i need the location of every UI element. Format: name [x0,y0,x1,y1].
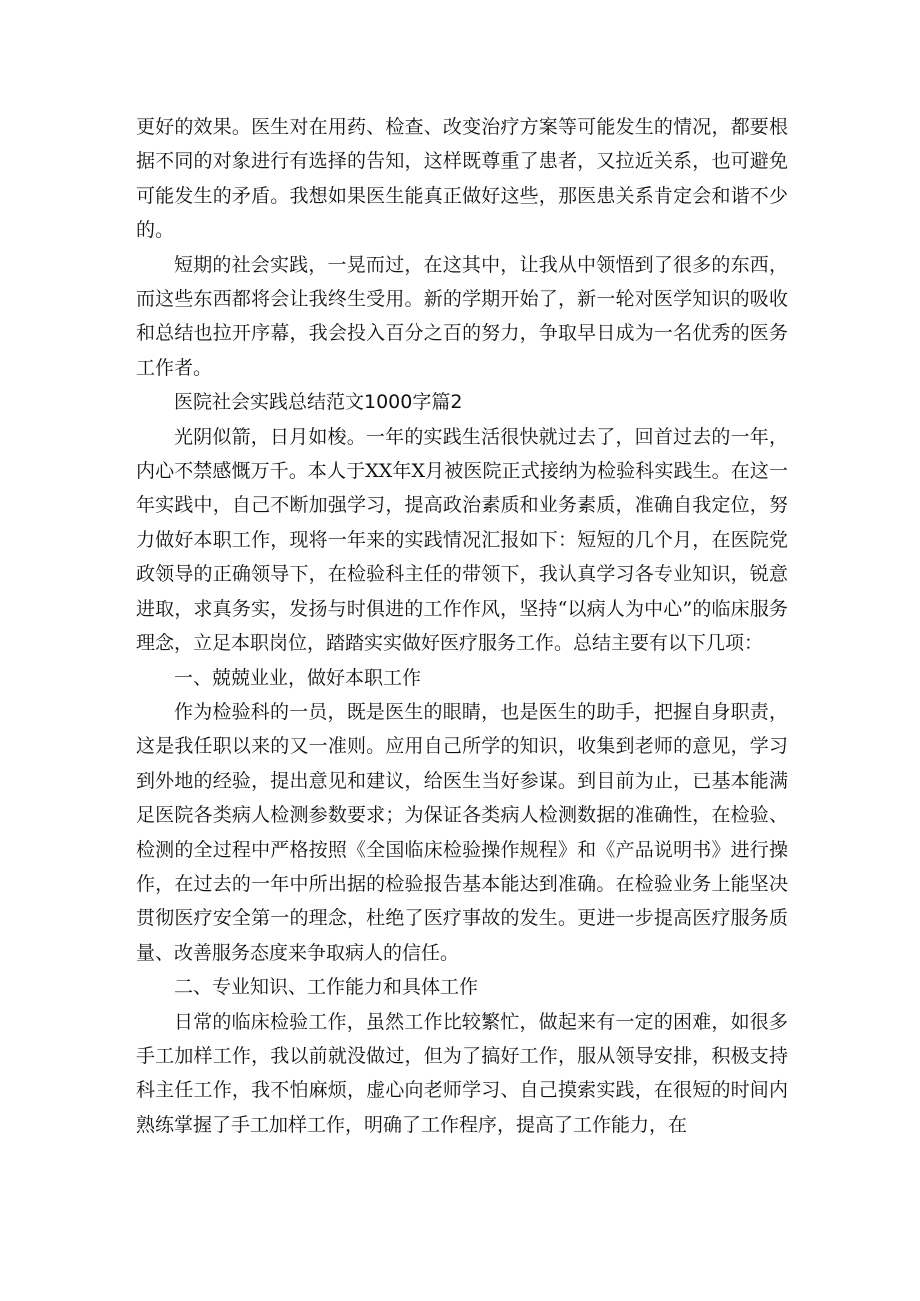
paragraph-daily-work: 日常的临床检验工作，虽然工作比较繁忙，做起来有一定的困难，如很多手工加样工作，我以前就没做过，但为了搞好工作，服从领导安排，积极支持科主任工作，我不怕麻烦，虚心向老师学习、自己摸索实践，在很短的时间内熟练掌握了手工加样工作，明确了工作程序，提高了工作能力，在 [136,1010,788,1136]
paragraph-practice-reflection: 短期的社会实践，一晃而过，在这其中，让我从中领悟到了很多的东西，而这些东西都将会让我终生受用。新的学期开始了，新一轮对医学知识的吸收和总结也拉开序幕，我会投入百分之百的努力，争取早日成为一名优秀的医务工作者。 [136,253,788,379]
document-body [136,110,788,1142]
subheading-one: 一、兢兢业业，做好本职工作 [174,666,422,689]
subheading-two: 二、专业知识、工作能力和具体工作 [174,976,479,999]
paragraph-continued: 更好的效果。医生对在用药、检查、改变治疗方案等可能发生的情况，都要根据不同的对象进行有选择的告知，这样既尊重了患者，又拉近关系，也可避免可能发生的矛盾。我想如果医生能真正做好这些，那医患关系肯定会和谐不少的。 [136,116,788,242]
paragraph-duties: 作为检验科的一员，既是医生的眼睛，也是医生的助手，把握自身职责，这是我任职以来的又一准则。应用自己所学的知识，收集到老师的意见，学习到外地的经验，提出意见和建议，给医生当好参谋。到目前为止，已基本能满足医院各类病人检测参数要求；为保证各类病人检测数据的准确性，在检验、检测的全过程中严格按照《全国临床检验操作规程》和《产品说明书》进行操作，在过去的一年中所出据的检验报告基本能达到准确。在检验业务上能坚决贯彻医疗安全第一的理念，杜绝了医疗事故的发生。更进一步提高医疗服务质量、改善服务态度来争取病人的信任。 [136,700,788,964]
paragraph-intro-summary: 光阴似箭，日月如梭。一年的实践生活很快就过去了，回首过去的一年，内心不禁感慨万千。本人于XX年X月被医院正式接纳为检验科实践生。在这一年实践中，自己不断加强学习，提高政治素质和业务素质，准确自我定位，努力做好本职工作，现将一年来的实践情况汇报如下：短短的几个月，在医院党政领导的正确领导下，在检验科主任的带领下，我认真学习各专业知识，锐意进取，求真务实，发扬与时俱进的工作作风，坚持“以病人为中心”的临床服务理念，立足本职岗位，踏踏实实做好医疗服务工作。总结主要有以下几项： [136,425,788,655]
section-title: 医院社会实践总结范文1000字篇2 [174,391,463,414]
